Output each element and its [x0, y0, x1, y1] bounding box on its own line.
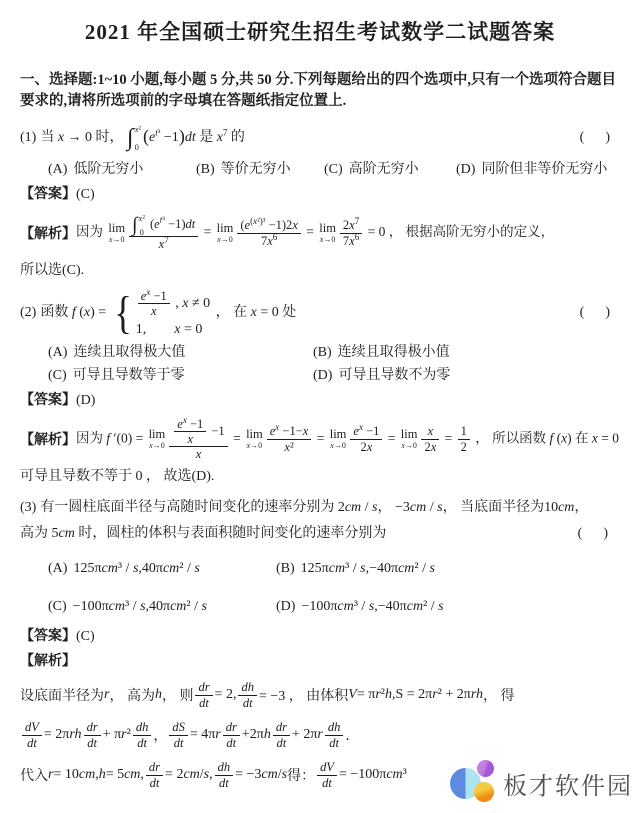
- question-2-answer: [20, 391, 620, 411]
- option-text: 高阶无穷小: [348, 162, 419, 177]
- question-1-stem: [20, 120, 620, 156]
- question-3-stem: [20, 495, 620, 547]
- watermark-logo: [448, 755, 633, 807]
- option-label: (D): [276, 599, 296, 615]
- question-3-option-b: [276, 559, 620, 579]
- logo-purple-circle-icon: [477, 760, 494, 777]
- question-3-option-c: [48, 597, 276, 617]
- option-label: (B): [276, 561, 295, 577]
- section-instructions: 一、选择题:1~10 小题,每小题 5 分,共 50 分.下列每题给出的四个选项中,只有一个选项符合题目要求的,请将所选项前的字母填在答题纸指定位置上.: [20, 72, 616, 109]
- option-label: (C): [48, 368, 67, 384]
- page-title: 2021 年全国硕士研究生招生考试数学二试题答案: [84, 20, 556, 44]
- question-3-options: [20, 559, 620, 617]
- question-1-conclusion: 所以选(C).: [20, 263, 85, 278]
- answer-label: 【答案】: [20, 629, 76, 645]
- question-2-answer-paren: ( ): [579, 305, 610, 321]
- answer-value: (C): [76, 629, 95, 645]
- answer-value: (C): [76, 187, 95, 202]
- question-2-analysis: [20, 413, 620, 465]
- question-2-number: (2): [20, 305, 37, 321]
- question-3-analysis-line-2: $\frac{dV}{dt}$ = 2π rh $\frac{dr}{dt}$ + π r ² $\frac{dh}{dt}$ ， $\frac{dS}{dt}$ = 4π r $\frac{dr}{dt}$ +2π h $\frac{dr}{dt}$ + 2π r $\frac{dh}{dt}$ ．: [20, 718, 620, 752]
- question-1-option-c: [324, 160, 456, 180]
- question-3-number: (3): [20, 500, 37, 516]
- question-1-analysis-formula: 因为 lim x→0 ∫ x² 0 $(e^{t^3} -1)dt$ $x^7$ = lim x→0 $\frac{(e^{(x^2)^3} -1)2x}{7x^6}$ = lim x→0 $\frac{2x^7}{7x^6}$ = 0 ， 根据高阶无穷小的定义，: [76, 213, 555, 252]
- option-label: (D): [313, 368, 333, 384]
- answer-value: (D): [76, 393, 96, 409]
- question-3-answer-paren: ( ): [577, 526, 608, 542]
- option-label: (A): [48, 561, 68, 577]
- option-label: (A): [48, 345, 68, 361]
- question-1-number: (1): [20, 130, 37, 146]
- option-text: 同阶但非等价无穷小: [481, 162, 608, 177]
- option-text: 等价无穷小: [220, 162, 291, 177]
- option-text: 125πcm³ / s,−40πcm² / s: [300, 561, 435, 577]
- watermark-text: 板才软件园: [503, 773, 633, 800]
- question-2-option-a: [48, 343, 313, 363]
- analysis-label: 【解析】: [20, 227, 76, 242]
- option-text: 可导且导数等于零: [72, 368, 185, 384]
- question-1-analysis: [20, 207, 620, 259]
- question-3-analysis-line-3: 代入 r = 10 cm , h = 5 cm , $\frac{dr}{dt}$ = 2 cm / s , $\frac{dh}{dt}$ = −3 cm / s 得： $\frac{dV}{dt}$ = −100π cm ³: [20, 760, 407, 790]
- question-3-analysis-label: [20, 652, 620, 672]
- option-label: (D): [456, 162, 476, 177]
- question-3-option-a: [48, 559, 276, 579]
- question-3-analysis-line-1: 设底面半径为 r ， 高为 h ， 则 $\frac{dr}{dt}$ = 2, $\frac{dh}{dt}$ = −3 ， 由体积 V = π r ² h ,S = 2π r ² + 2π rh ， 得: [20, 680, 515, 710]
- option-text: 低阶无穷小: [73, 162, 144, 177]
- question-1-options: [20, 160, 620, 180]
- question-2-formula: 函数 f (x) = { $\frac{e^x -1}{x}$ , x ≠ 0 1, x = 0 ， 在 x = 0 处: [40, 286, 297, 339]
- option-text: 125πcm³ / s,40πcm² / s: [73, 561, 200, 577]
- logo-orange-circle-icon: [474, 782, 494, 802]
- question-3-option-d: [276, 597, 620, 617]
- question-1-formula: 当 x → 0 时， ∫ x² 0 $(e^{t^3} -1)dt$ 是 $x^7$ 的: [40, 124, 245, 152]
- option-text: 可导且导数不为零: [338, 368, 451, 384]
- question-1-option-b: [196, 160, 324, 180]
- answer-label: 【答案】: [20, 393, 76, 409]
- question-1-body: [20, 125, 580, 151]
- option-text: −100πcm³ / s,−40πcm² / s: [301, 599, 444, 615]
- question-1-answer: [20, 185, 620, 205]
- option-text: 连续且取得极小值: [337, 345, 450, 361]
- question-2-option-d: [313, 366, 620, 386]
- question-2-analysis-formula: 因为 f ′(0) = lim x→0 $\frac{e^x -1}{x}$ −1 x = lim x→0 $\frac{e^x -1-x}{\text{x²}}$ = lim x→0 $\frac{e^x -1}{2x}$ = lim x→0 $\frac{x}{2x}$ = $\frac{1}{2}$ ， 所以函数 f (x) 在 x = 0: [76, 414, 620, 462]
- question-3-answer: [20, 627, 620, 647]
- question-2-conclusion: 可导且导数不等于 0 ， 故选(D).: [20, 469, 215, 485]
- question-1-option-a: [48, 160, 196, 180]
- question-2-option-c: [48, 366, 313, 386]
- analysis-label: 【解析】: [20, 654, 76, 670]
- question-2-stem: [20, 286, 620, 339]
- analysis-label: 【解析】: [20, 433, 76, 449]
- option-label: (B): [196, 162, 215, 177]
- question-2-option-b: [313, 343, 620, 363]
- option-label: (C): [324, 162, 343, 177]
- question-2-body: [20, 286, 580, 339]
- answer-label: 【答案】: [20, 187, 76, 202]
- question-1-option-d: [456, 160, 607, 180]
- question-3-body: [20, 500, 588, 541]
- option-text: −100πcm³ / s,40πcm² / s: [72, 599, 207, 615]
- option-label: (C): [48, 599, 67, 615]
- question-1-answer-paren: ( ): [579, 130, 610, 145]
- question-3-formula: 有一圆柱底面半径与高随时间变化的速率分别为 2cm / s， −3cm / s， 当底面半径为10cm， 高为 5cm 时，圆柱的体积与表面积随时间变化的速率分别为: [20, 500, 589, 542]
- option-label: (A): [48, 162, 68, 177]
- option-text: 连续且取得极大值: [73, 345, 186, 361]
- question-2-options: [20, 343, 620, 386]
- option-label: (B): [313, 345, 332, 361]
